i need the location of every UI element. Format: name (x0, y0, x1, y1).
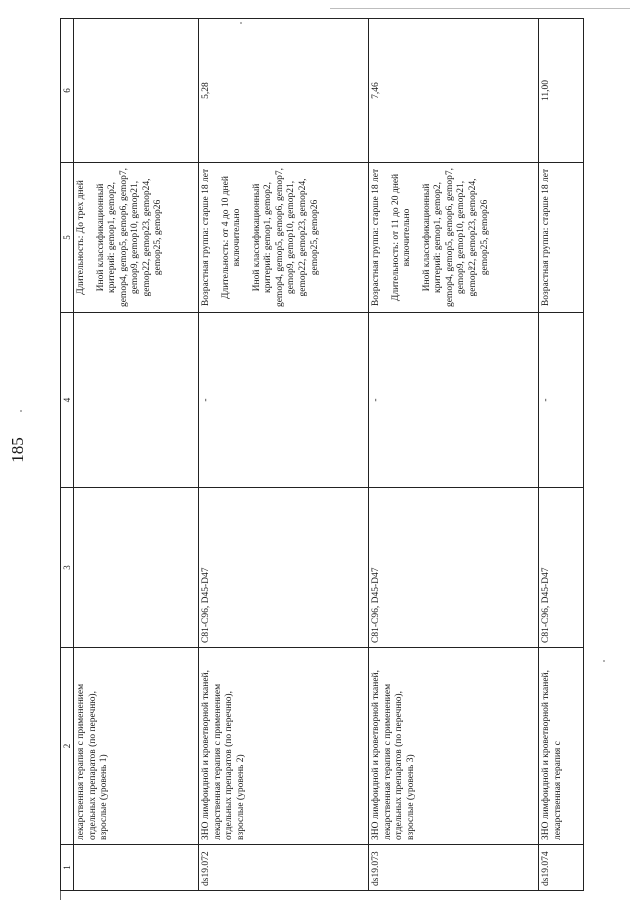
cell-coefficient: 11,00 (539, 19, 584, 163)
table-row (539, 19, 584, 891)
criteria-age: Возрастная группа: старше 18 лет (371, 168, 381, 307)
header-col-2: 2 (61, 648, 74, 845)
criteria-duration: Длительность: До трех дней (76, 180, 86, 295)
cell-name: ЗНО лимфоидной и кроветворной тканей, лекарственная терапия с применением отдельных препаратов (по перечню), взрослые (уровень 2) (199, 648, 369, 845)
cell-name: ЗНО лимфоидной и кроветворной тканей, лекарственная терапия с применением отдельных препаратов (по перечню), взрослые (уровень 3) (369, 648, 539, 845)
cell-diagnosis: C81-C96, D45-D47 (199, 488, 369, 648)
cell-diagnosis (74, 488, 199, 648)
cell-diagnosis: C81-C96, D45-D47 (539, 488, 584, 648)
page-number: 185 (8, 437, 27, 463)
cell-coefficient: 5,28 (199, 19, 369, 163)
cell-col4 (74, 313, 199, 488)
cell-criteria (74, 163, 199, 313)
cell-diagnosis: C81-C96, D45-D47 (369, 488, 539, 648)
cell-criteria (369, 163, 539, 313)
header-col-4: 4 (61, 313, 74, 488)
criteria-classification: Иной классификационный критерий: gemop1, gemop2, gemop4, gemop5, gemop6, gemop7, gemop9, gemop10, gemop21, gemop22, gemop23, gemop24, gemop25, gemop26 (421, 167, 490, 308)
cell-criteria (539, 163, 584, 313)
criteria-classification: Иной классификационный критерий: gemop1, gemop2, gemop4, gemop5, gemop6, gemop7, gemop9, gemop10, gemop21, gemop22, gemop23, gemop24, gemop25, gemop26 (251, 167, 320, 308)
criteria-classification: Иной классификационный критерий: gemop1, gemop2, gemop4, gemop5, gemop6, gemop7, gemop9, gemop10, gemop21, gemop22, gemop23, gemop24, gemop25, gemop26 (95, 167, 164, 308)
table-row (74, 19, 199, 891)
cell-code: ds19.072 (199, 845, 369, 891)
header-col-3: 3 (61, 488, 74, 648)
header-col-1: 1 (61, 845, 74, 891)
cell-coefficient: 7,46 (369, 19, 539, 163)
criteria-duration: Длительность: от 11 до 20 дней включительно (390, 173, 413, 302)
cell-criteria (199, 163, 369, 313)
header-col-6: 6 (61, 19, 74, 163)
criteria-age: Возрастная группа: старше 18 лет (541, 168, 551, 307)
criteria-age: Возрастная группа: старше 18 лет (201, 168, 211, 307)
table-row (369, 19, 539, 891)
header-col-5: 5 (61, 163, 74, 313)
cell-col4: - (539, 313, 584, 488)
criteria-duration: Длительность: от 4 до 10 дней включительно (220, 176, 243, 299)
cell-code (74, 845, 199, 891)
tariff-table (60, 18, 584, 891)
cell-code: ds19.073 (369, 845, 539, 891)
cell-col4: - (369, 313, 539, 488)
cell-code: ds19.074 (539, 845, 584, 891)
cell-coefficient (74, 19, 199, 163)
header-row (61, 19, 74, 891)
cell-name: ЗНО лимфоидной и кроветворной тканей, лекарственная терапия с (539, 648, 584, 845)
cell-col4: - (199, 313, 369, 488)
table-row (199, 19, 369, 891)
cell-name: лекарственная терапия с применением отдельных препаратов (по перечню), взрослые (уровень 1) (74, 648, 199, 845)
